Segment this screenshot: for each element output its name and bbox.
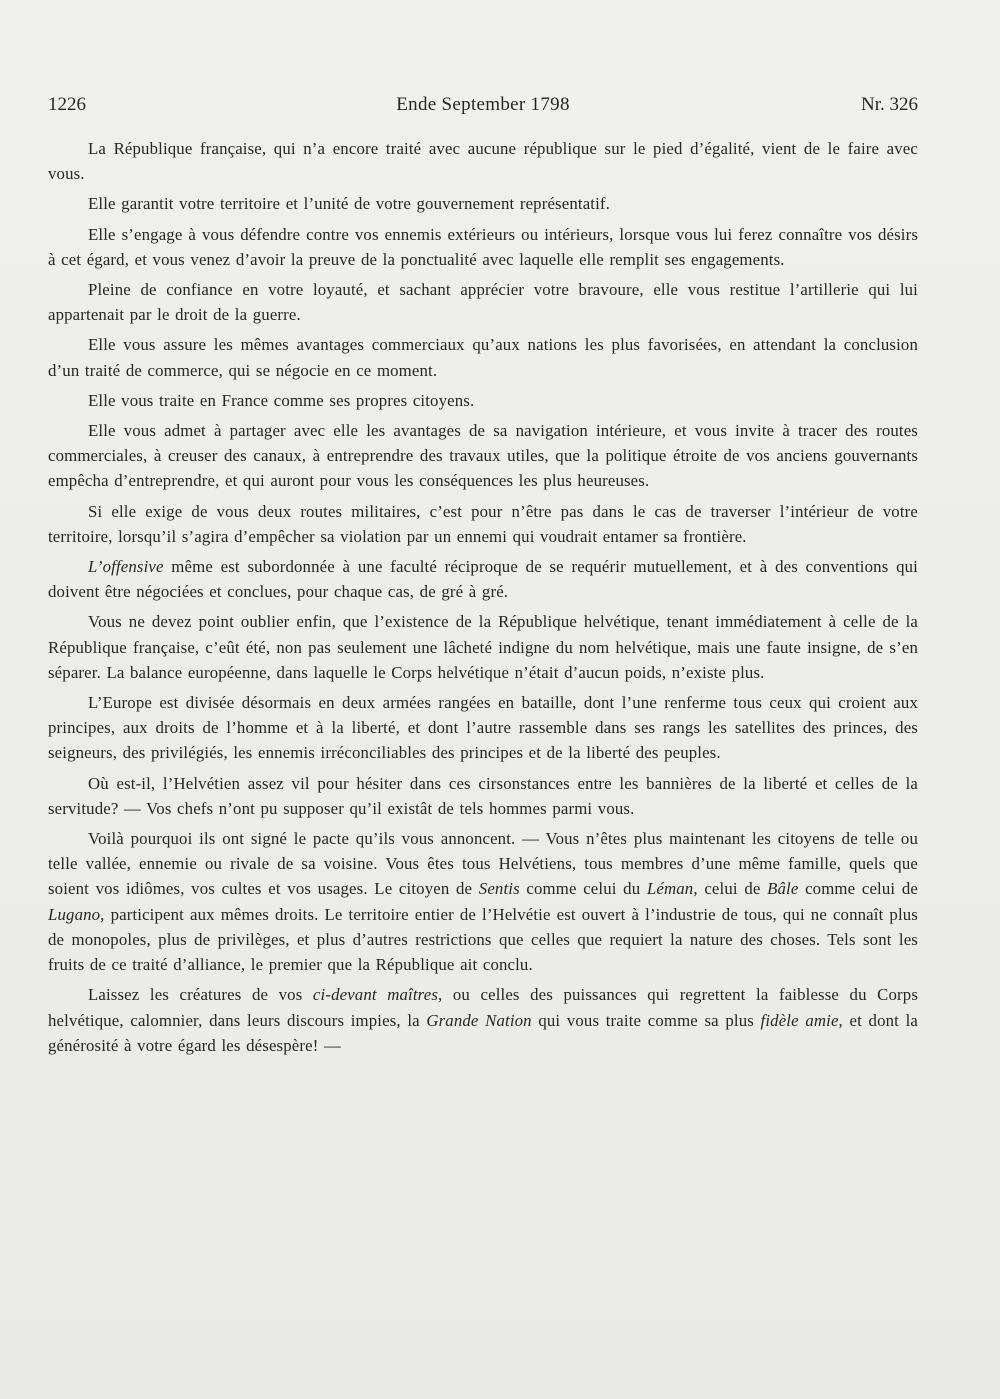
text-segment: Elle vous traite en France comme ses propres citoyens. [88, 390, 475, 410]
italic-text: L’offensive [88, 557, 164, 577]
paragraph [48, 499, 918, 549]
text-segment: Elle s’engage à vous défendre contre vos ennemis extérieurs ou intérieurs, lorsque vous lui ferez connaître vos désirs à cet égard, et vous venez d’avoir la preuve de la ponctualité avec laquelle elle remplit ses engagements. [48, 224, 918, 269]
italic-text: ci-devant maîtres, [312, 985, 443, 1005]
header-title: Ende September 1798 [396, 94, 570, 115]
text-segment: Voilà pourquoi ils ont signé le pacte qu’ils vous annoncent. — Vous n’êtes plus maintenant les citoyens de telle ou telle vallée, ennemie ou rivale de sa voisine. Vous êtes tous Helvétiens, tous membres d’une même famille, quels que soient vos idiômes, vos cultes et vos usages. Le citoyen de [48, 829, 918, 899]
body-text [48, 136, 918, 1063]
text-segment: Où est-il, l’Helvétien assez vil pour hésiter dans ces cirsonstances entre les bannières de la liberté et celles de la servitude? — Vos chefs n’ont pu supposer qu’il existât de tels hommes parmi vous. [48, 773, 918, 818]
paragraph [48, 554, 918, 604]
running-header [48, 94, 918, 120]
italic-text: fidèle amie, [760, 1010, 843, 1030]
text-segment: Elle garantit votre territoire et l’unité de votre gouvernement représentatif. [88, 194, 610, 214]
text-segment: Vous ne devez point oublier enfin, que l’existence de la République helvétique, tenant immédiatement à celle de la République française, c’eût été, non pas seulement une lâcheté indigne du nom helvétique, mais une faute insigne, de s’en séparer. La balance européenne, dans laquelle le Corps helvétique n’était d’aucun poids, n’existe plus. [48, 612, 918, 682]
text-segment: participent aux mêmes droits. Le territoire entier de l’Helvétie est ouvert à l’industrie de tous, qui ne connaît plus de monopoles, plus de privilèges, et plus d’autres restrictions que celles que requiert la nature des choses. Tels sont les fruits de ce traité d’alliance, le premier que la République ait conclu. [48, 904, 918, 975]
paragraph [48, 222, 918, 272]
text-segment: qui vous traite comme sa plus [531, 1010, 761, 1030]
text-segment: celui de [697, 879, 768, 899]
text-segment: Si elle exige de vous deux routes militaires, c’est pour n’être pas dans le cas de traverser l’intérieur de votre territoire, lorsqu’il s’agira d’empêcher sa violation par un ennemi qui voudrait entamer sa frontière. [48, 501, 918, 546]
paragraph [48, 136, 918, 186]
paragraph [48, 690, 918, 766]
paragraph [48, 982, 918, 1058]
paragraph [48, 826, 918, 977]
text-segment: La République française, qui n’a encore traité avec aucune république sur le pied d’égalité, vient de le faire avec vous. [48, 139, 918, 184]
paragraph [48, 771, 918, 821]
italic-text: Lugano, [48, 904, 105, 924]
paragraph [48, 332, 918, 382]
italic-text: Bâle [767, 879, 799, 899]
paragraph [48, 388, 918, 413]
document-number: Nr. 326 [861, 94, 918, 115]
text-segment: ou celles des puissances qui regrettent la faiblesse du Corps helvétique, calomnier, dans leurs discours impies, la [48, 985, 918, 1030]
text-segment: Elle vous assure les mêmes avantages commerciaux qu’aux nations les plus favorisées, en attendant la conclusion d’un traité de commerce, qui se négocie en ce moment. [48, 335, 918, 380]
italic-text: Grande Nation [426, 1010, 532, 1030]
paragraph [48, 277, 918, 327]
text-segment: L’Europe est divisée désormais en deux armées rangées en bataille, dont l’une renferme tous ceux qui croient aux principes, aux droits de l’homme et à la liberté, et dont l’autre rassemble dans ses rangs les satellites des princes, des seigneurs, des privilégiés, les ennemis irréconciliables des principes et de la liberté des peuples. [48, 693, 918, 763]
paragraph [48, 609, 918, 685]
paragraph [48, 191, 918, 216]
text-segment: même est subordonnée à une faculté réciproque de se requérir mutuellement, et à des conventions qui doivent être négociées et conclues, pour chaque cas, de gré à gré. [48, 557, 918, 602]
italic-text: Sentis [478, 879, 520, 899]
text-segment: Elle vous admet à partager avec elle les avantages de sa navigation intérieure, et vous invite à tracer des routes commerciales, à creuser des canaux, à entreprendre des travaux utiles, que la politique étroite de vos anciens gouvernants empêcha d’entreprendre, et qui auront pour vous les conséquences les plus heureuses. [48, 421, 918, 491]
text-segment: comme celui de [798, 879, 918, 899]
page-number: 1226 [48, 94, 86, 115]
paragraph [48, 418, 918, 494]
italic-text: Léman, [646, 879, 698, 899]
text-segment: comme celui du [519, 879, 647, 899]
text-segment: et dont la générosité à votre égard les désespère! — [48, 1010, 918, 1055]
text-segment: Laissez les créatures de vos [88, 985, 313, 1005]
text-segment: Pleine de confiance en votre loyauté, et sachant apprécier votre bravoure, elle vous restitue l’artillerie qui lui appartenait par le droit de la guerre. [48, 280, 918, 325]
